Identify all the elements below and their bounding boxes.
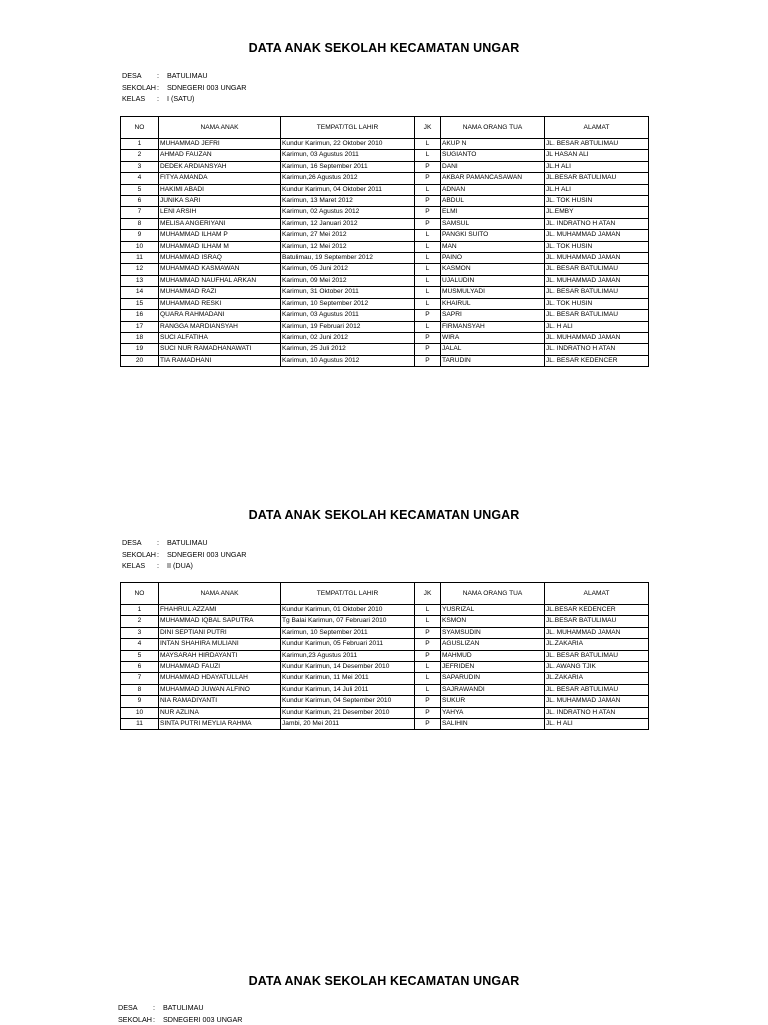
cell-no: 14 [121, 287, 159, 298]
cell-nama-anak: DINI SEPTIANI PUTRI [159, 627, 281, 638]
cell-no: 16 [121, 310, 159, 321]
cell-alamat: JL.H ALI [545, 184, 649, 195]
cell-alamat: JL.H ALI [545, 161, 649, 172]
table-header-row [121, 583, 649, 605]
header-jk: JK [415, 583, 441, 605]
cell-jk: L [415, 287, 441, 298]
header-nama-anak: NAMA ANAK [159, 583, 281, 605]
cell-tempat-tgl-lahir: Batulimau, 19 September 2012 [281, 253, 415, 264]
meta-key: SEKOLAH [122, 82, 157, 94]
cell-jk: P [415, 218, 441, 229]
cell-nama-anak: LENI ARSIH [159, 207, 281, 218]
cell-jk: L [415, 321, 441, 332]
cell-alamat: JL. TOK HUSIN [545, 298, 649, 309]
cell-nama-orang-tua: ABDUL [441, 196, 545, 207]
cell-tempat-tgl-lahir: Karimun, 10 Agustus 2012 [281, 355, 415, 366]
cell-alamat: JL. BESAR KEDENCER [545, 355, 649, 366]
cell-no: 4 [121, 173, 159, 184]
cell-tempat-tgl-lahir: Karimun,26 Agustus 2012 [281, 173, 415, 184]
table-row [121, 616, 649, 627]
cell-tempat-tgl-lahir: Karimun, 02 Agustus 2012 [281, 207, 415, 218]
table-row [121, 673, 649, 684]
table-row [121, 150, 649, 161]
cell-no: 15 [121, 298, 159, 309]
cell-jk: P [415, 207, 441, 218]
cell-nama-anak: DEDEK ARDIANSYAH [159, 161, 281, 172]
cell-alamat: JL. H ALI [545, 321, 649, 332]
cell-alamat: JL. BESAR ABTULIMAU [545, 139, 649, 150]
meta-sep: : [153, 1002, 163, 1014]
table-header-row [121, 117, 649, 139]
cell-tempat-tgl-lahir: Karimun, 03 Agustus 2011 [281, 310, 415, 321]
header-jk: JK [415, 117, 441, 139]
cell-alamat: JL.ZAKARIA [545, 639, 649, 650]
header-no: NO [121, 583, 159, 605]
cell-alamat: JL. MUHAMMAD JAMAN [545, 230, 649, 241]
cell-jk: P [415, 627, 441, 638]
cell-nama-anak: NIA RAMADIYANTI [159, 696, 281, 707]
cell-jk: L [415, 673, 441, 684]
table-row [121, 639, 649, 650]
cell-alamat: JL. INDRATNO H ATAN [545, 344, 649, 355]
table-row [121, 298, 649, 309]
cell-no: 10 [121, 707, 159, 718]
cell-tempat-tgl-lahir: Kundur Karimun, 04 September 2010 [281, 696, 415, 707]
table-row [121, 627, 649, 638]
cell-alamat: JL. INDRATNO H ATAN [545, 218, 649, 229]
cell-jk: L [415, 230, 441, 241]
cell-tempat-tgl-lahir: Karimun, 27 Mei 2012 [281, 230, 415, 241]
meta-kelas [122, 560, 246, 572]
cell-nama-orang-tua: UJALUDIN [441, 275, 545, 286]
table-row [121, 287, 649, 298]
cell-nama-anak: HAKIMI ABADI [159, 184, 281, 195]
table-row [121, 218, 649, 229]
header-tempat-tgl-lahir: TEMPAT/TGL LAHIR [281, 117, 415, 139]
cell-alamat: JL. INDRATNO H ATAN [545, 707, 649, 718]
cell-jk: P [415, 650, 441, 661]
cell-nama-orang-tua: MAHMUD [441, 650, 545, 661]
meta-key: DESA [122, 537, 157, 549]
table-row [121, 264, 649, 275]
cell-nama-orang-tua: SAPRI [441, 310, 545, 321]
meta-key: SEKOLAH [122, 549, 157, 561]
table-row [121, 253, 649, 264]
meta-desa [118, 1002, 242, 1014]
cell-nama-anak: MUHAMMAD ILHAM M [159, 241, 281, 252]
cell-nama-anak: MUHAMMAD RESKI [159, 298, 281, 309]
cell-nama-orang-tua: SUKUR [441, 696, 545, 707]
cell-alamat: JL. TOK HUSIN [545, 196, 649, 207]
cell-nama-anak: FITYA AMANDA [159, 173, 281, 184]
meta-value: I (SATU) [167, 93, 194, 105]
header-nama-orang-tua: NAMA ORANG TUA [441, 583, 545, 605]
table-row [121, 161, 649, 172]
cell-tempat-tgl-lahir: Karimun, 12 Januari 2012 [281, 218, 415, 229]
cell-alamat: JL. BESAR ABTULIMAU [545, 684, 649, 695]
cell-no: 8 [121, 218, 159, 229]
cell-no: 3 [121, 627, 159, 638]
cell-nama-orang-tua: ADNAN [441, 184, 545, 195]
cell-no: 3 [121, 161, 159, 172]
cell-no: 8 [121, 684, 159, 695]
cell-no: 10 [121, 241, 159, 252]
cell-alamat: JL. AWANG TJIK [545, 662, 649, 673]
meta-value: BATULIMAU [167, 537, 208, 549]
table-row [121, 696, 649, 707]
cell-tempat-tgl-lahir: Kundur Karimun, 05 Februari 2011 [281, 639, 415, 650]
cell-nama-orang-tua: MAN [441, 241, 545, 252]
cell-nama-orang-tua: KSMON [441, 616, 545, 627]
cell-jk: P [415, 707, 441, 718]
cell-nama-anak: MAYSARAH HIRDAYANTI [159, 650, 281, 661]
cell-jk: P [415, 173, 441, 184]
cell-nama-anak: MUHAMMAD JEFRI [159, 139, 281, 150]
cell-no: 11 [121, 253, 159, 264]
cell-nama-orang-tua: JEFRIDEN [441, 662, 545, 673]
meta-desa [122, 70, 246, 82]
cell-jk: P [415, 719, 441, 730]
cell-jk: L [415, 264, 441, 275]
cell-alamat: JL.BESAR BATULIMAU [545, 173, 649, 184]
cell-tempat-tgl-lahir: Karimun, 10 September 2012 [281, 298, 415, 309]
cell-tempat-tgl-lahir: Kundur Karimun, 01 Oktober 2010 [281, 605, 415, 616]
cell-nama-orang-tua: ELMI [441, 207, 545, 218]
cell-no: 1 [121, 139, 159, 150]
cell-alamat: JL. MUHAMMAD JAMAN [545, 332, 649, 343]
cell-nama-anak: NUR AZLINA [159, 707, 281, 718]
header-no: NO [121, 117, 159, 139]
table-row [121, 344, 649, 355]
cell-tempat-tgl-lahir: Karimun, 13 Maret 2012 [281, 196, 415, 207]
cell-jk: P [415, 696, 441, 707]
cell-nama-orang-tua: SYAMSUDIN [441, 627, 545, 638]
cell-nama-orang-tua: YUSRIZAL [441, 605, 545, 616]
cell-jk: L [415, 616, 441, 627]
cell-alamat: JL. BESAR BATULIMAU [545, 310, 649, 321]
cell-tempat-tgl-lahir: Karimun, 02 Juni 2012 [281, 332, 415, 343]
cell-jk: P [415, 355, 441, 366]
cell-nama-orang-tua: TARUDIN [441, 355, 545, 366]
cell-no: 6 [121, 662, 159, 673]
cell-nama-orang-tua: SAJRAWANDI [441, 684, 545, 695]
section-1-table [120, 116, 649, 367]
cell-tempat-tgl-lahir: Karimun, 12 Mei 2012 [281, 241, 415, 252]
cell-nama-anak: MUHAMMAD KASMAWAN [159, 264, 281, 275]
section-3-meta [118, 1002, 242, 1025]
meta-sep: : [157, 93, 167, 105]
cell-nama-orang-tua: AGUSLIZAN [441, 639, 545, 650]
section-3-title: DATA ANAK SEKOLAH KECAMATAN UNGAR [0, 974, 768, 988]
cell-nama-anak: INTAN SHAHIRA MULIANI [159, 639, 281, 650]
cell-jk: P [415, 161, 441, 172]
cell-nama-anak: QUARA RAHMADANI [159, 310, 281, 321]
cell-jk: L [415, 241, 441, 252]
cell-no: 9 [121, 696, 159, 707]
cell-no: 18 [121, 332, 159, 343]
cell-no: 5 [121, 184, 159, 195]
cell-tempat-tgl-lahir: Karimun, 03 Agustus 2011 [281, 150, 415, 161]
cell-alamat: JL.BESAR KEDENCER [545, 605, 649, 616]
cell-tempat-tgl-lahir: Kundur Karimun, 11 Mei 2011 [281, 673, 415, 684]
cell-no: 19 [121, 344, 159, 355]
cell-nama-orang-tua: MUSMULYADI [441, 287, 545, 298]
table-row [121, 310, 649, 321]
cell-alamat: JL. BESAR BATULIMAU [545, 650, 649, 661]
cell-jk: L [415, 253, 441, 264]
cell-alamat: JL. MUHAMMAD JAMAN [545, 627, 649, 638]
meta-value: II (DUA) [167, 560, 193, 572]
cell-nama-anak: MUHAMMAD ILHAM P [159, 230, 281, 241]
cell-nama-anak: AHMAD FAUZAN [159, 150, 281, 161]
cell-nama-anak: SINTA PUTRI MEYLIA RAHMA [159, 719, 281, 730]
cell-jk: L [415, 605, 441, 616]
table-row [121, 230, 649, 241]
section-2-title: DATA ANAK SEKOLAH KECAMATAN UNGAR [0, 508, 768, 522]
cell-tempat-tgl-lahir: Kundur Karimun, 14 Desember 2010 [281, 662, 415, 673]
cell-alamat: JL. MUHAMMAD JAMAN [545, 275, 649, 286]
meta-desa [122, 537, 246, 549]
cell-tempat-tgl-lahir: Karimun, 10 September 2011 [281, 627, 415, 638]
cell-tempat-tgl-lahir: Kundur Karimun, 04 Oktober 2011 [281, 184, 415, 195]
table-row [121, 605, 649, 616]
cell-nama-orang-tua: DANI [441, 161, 545, 172]
meta-sep: : [157, 70, 167, 82]
meta-key: KELAS [122, 93, 157, 105]
cell-nama-orang-tua: FIRMANSYAH [441, 321, 545, 332]
meta-key: DESA [122, 70, 157, 82]
meta-sep: : [157, 537, 167, 549]
header-nama-anak: NAMA ANAK [159, 117, 281, 139]
cell-alamat: JL. MUHAMMAD JAMAN [545, 696, 649, 707]
cell-no: 1 [121, 605, 159, 616]
cell-nama-orang-tua: SUGIANTO [441, 150, 545, 161]
cell-tempat-tgl-lahir: Jambi, 20 Mei 2011 [281, 719, 415, 730]
cell-alamat: JL. BESAR BATULIMAU [545, 287, 649, 298]
cell-no: 17 [121, 321, 159, 332]
cell-tempat-tgl-lahir: Karimun, 09 Mei 2012 [281, 275, 415, 286]
cell-tempat-tgl-lahir: Karimun, 25 Juli 2012 [281, 344, 415, 355]
cell-jk: L [415, 684, 441, 695]
cell-nama-anak: SUCI NUR RAMADHANAWATI [159, 344, 281, 355]
table-row [121, 355, 649, 366]
header-nama-orang-tua: NAMA ORANG TUA [441, 117, 545, 139]
cell-no: 7 [121, 207, 159, 218]
meta-sep: : [153, 1014, 163, 1025]
table-row [121, 650, 649, 661]
meta-value: BATULIMAU [163, 1002, 204, 1014]
header-alamat: ALAMAT [545, 117, 649, 139]
cell-tempat-tgl-lahir: Karimun, 16 September 2011 [281, 161, 415, 172]
cell-no: 9 [121, 230, 159, 241]
meta-sep: : [157, 560, 167, 572]
meta-sep: : [157, 549, 167, 561]
cell-nama-anak: MUHAMMAD JUWAN ALFINO [159, 684, 281, 695]
cell-tempat-tgl-lahir: Tg Balai Karimun, 07 Februari 2010 [281, 616, 415, 627]
cell-nama-anak: MUHAMMAD FAUZI [159, 662, 281, 673]
cell-tempat-tgl-lahir: Karimun, 19 Februari 2012 [281, 321, 415, 332]
cell-nama-anak: MUHAMMAD HDAYATULLAH [159, 673, 281, 684]
meta-sekolah [122, 82, 246, 94]
cell-jk: L [415, 298, 441, 309]
meta-value: SDNEGERI 003 UNGAR [167, 82, 246, 94]
cell-nama-anak: SUCI ALFATIHA [159, 332, 281, 343]
cell-alamat: JL. BESAR BATULIMAU [545, 264, 649, 275]
table-row [121, 184, 649, 195]
table-row [121, 332, 649, 343]
section-1-title: DATA ANAK SEKOLAH KECAMATAN UNGAR [0, 41, 768, 55]
cell-alamat: JL. MUHAMMAD JAMAN [545, 253, 649, 264]
table-row [121, 684, 649, 695]
cell-nama-anak: RANGGA MARDIANSYAH [159, 321, 281, 332]
cell-alamat: JL.ZAKARIA [545, 673, 649, 684]
cell-nama-orang-tua: AKBAR PAMANCASAWAN [441, 173, 545, 184]
cell-alamat: JL. H ALI [545, 719, 649, 730]
table-row [121, 662, 649, 673]
cell-jk: P [415, 332, 441, 343]
section-2-meta [122, 537, 246, 572]
cell-nama-orang-tua: WIRA [441, 332, 545, 343]
cell-no: 11 [121, 719, 159, 730]
cell-no: 5 [121, 650, 159, 661]
cell-tempat-tgl-lahir: Kundur Karimun, 14 Juli 2011 [281, 684, 415, 695]
cell-jk: L [415, 275, 441, 286]
cell-nama-orang-tua: YAHYA [441, 707, 545, 718]
cell-nama-anak: FHAHRUL AZZAMI [159, 605, 281, 616]
cell-jk: P [415, 344, 441, 355]
meta-sekolah [122, 549, 246, 561]
cell-jk: L [415, 184, 441, 195]
cell-alamat: JL HASAN ALI [545, 150, 649, 161]
meta-sekolah [118, 1014, 242, 1025]
cell-nama-orang-tua: SAMSUL [441, 218, 545, 229]
cell-nama-orang-tua: KHAIRUL [441, 298, 545, 309]
cell-nama-orang-tua: SAPARUDIN [441, 673, 545, 684]
header-tempat-tgl-lahir: TEMPAT/TGL LAHIR [281, 583, 415, 605]
cell-jk: P [415, 639, 441, 650]
meta-value: BATULIMAU [167, 70, 208, 82]
cell-no: 4 [121, 639, 159, 650]
table-row [121, 139, 649, 150]
meta-value: SDNEGERI 003 UNGAR [167, 549, 246, 561]
cell-no: 13 [121, 275, 159, 286]
cell-nama-anak: MUHAMMAD ISRAQ [159, 253, 281, 264]
cell-no: 12 [121, 264, 159, 275]
cell-nama-anak: MUHAMMAD NAUFHAL ARKAN [159, 275, 281, 286]
section-2-table [120, 582, 649, 730]
table-row [121, 707, 649, 718]
table-row [121, 173, 649, 184]
cell-jk: P [415, 196, 441, 207]
cell-nama-anak: MELISA ANGERIYANI [159, 218, 281, 229]
table-row [121, 275, 649, 286]
meta-key: KELAS [122, 560, 157, 572]
cell-nama-orang-tua: JALAL [441, 344, 545, 355]
cell-tempat-tgl-lahir: Karimun,23 Agustus 2011 [281, 650, 415, 661]
cell-nama-anak: MUHAMMAD RAZI [159, 287, 281, 298]
cell-nama-orang-tua: PAINO [441, 253, 545, 264]
header-alamat: ALAMAT [545, 583, 649, 605]
table-row [121, 321, 649, 332]
meta-value: SDNEGERI 003 UNGAR [163, 1014, 242, 1025]
cell-nama-anak: MUHAMMAD IQBAL SAPUTRA [159, 616, 281, 627]
cell-jk: L [415, 139, 441, 150]
cell-nama-orang-tua: PANGKI SUITO [441, 230, 545, 241]
cell-nama-anak: JUNIKA SARI [159, 196, 281, 207]
cell-no: 20 [121, 355, 159, 366]
cell-nama-orang-tua: KASMON [441, 264, 545, 275]
cell-no: 7 [121, 673, 159, 684]
meta-sep: : [157, 82, 167, 94]
table-row [121, 719, 649, 730]
cell-nama-orang-tua: SALIHIN [441, 719, 545, 730]
cell-alamat: JL. TOK HUSIN [545, 241, 649, 252]
cell-alamat: JL.EMBY [545, 207, 649, 218]
cell-nama-orang-tua: AKUP N [441, 139, 545, 150]
cell-tempat-tgl-lahir: Karimun, 31 Oktober 2011 [281, 287, 415, 298]
cell-jk: L [415, 150, 441, 161]
cell-no: 2 [121, 616, 159, 627]
table-row [121, 241, 649, 252]
cell-tempat-tgl-lahir: Karimun, 05 Juni 2012 [281, 264, 415, 275]
cell-nama-anak: TIA RAMADHANI [159, 355, 281, 366]
table-row [121, 207, 649, 218]
meta-key: DESA [118, 1002, 153, 1014]
cell-tempat-tgl-lahir: Kundur Karimun, 22 Oktober 2010 [281, 139, 415, 150]
table-row [121, 196, 649, 207]
cell-jk: P [415, 310, 441, 321]
cell-jk: L [415, 662, 441, 673]
cell-tempat-tgl-lahir: Kundur Karimun, 21 Desember 2010 [281, 707, 415, 718]
meta-kelas [122, 93, 246, 105]
cell-no: 6 [121, 196, 159, 207]
meta-key: SEKOLAH [118, 1014, 153, 1025]
section-1-meta [122, 70, 246, 105]
cell-no: 2 [121, 150, 159, 161]
cell-alamat: JL.BESAR BATULIMAU [545, 616, 649, 627]
